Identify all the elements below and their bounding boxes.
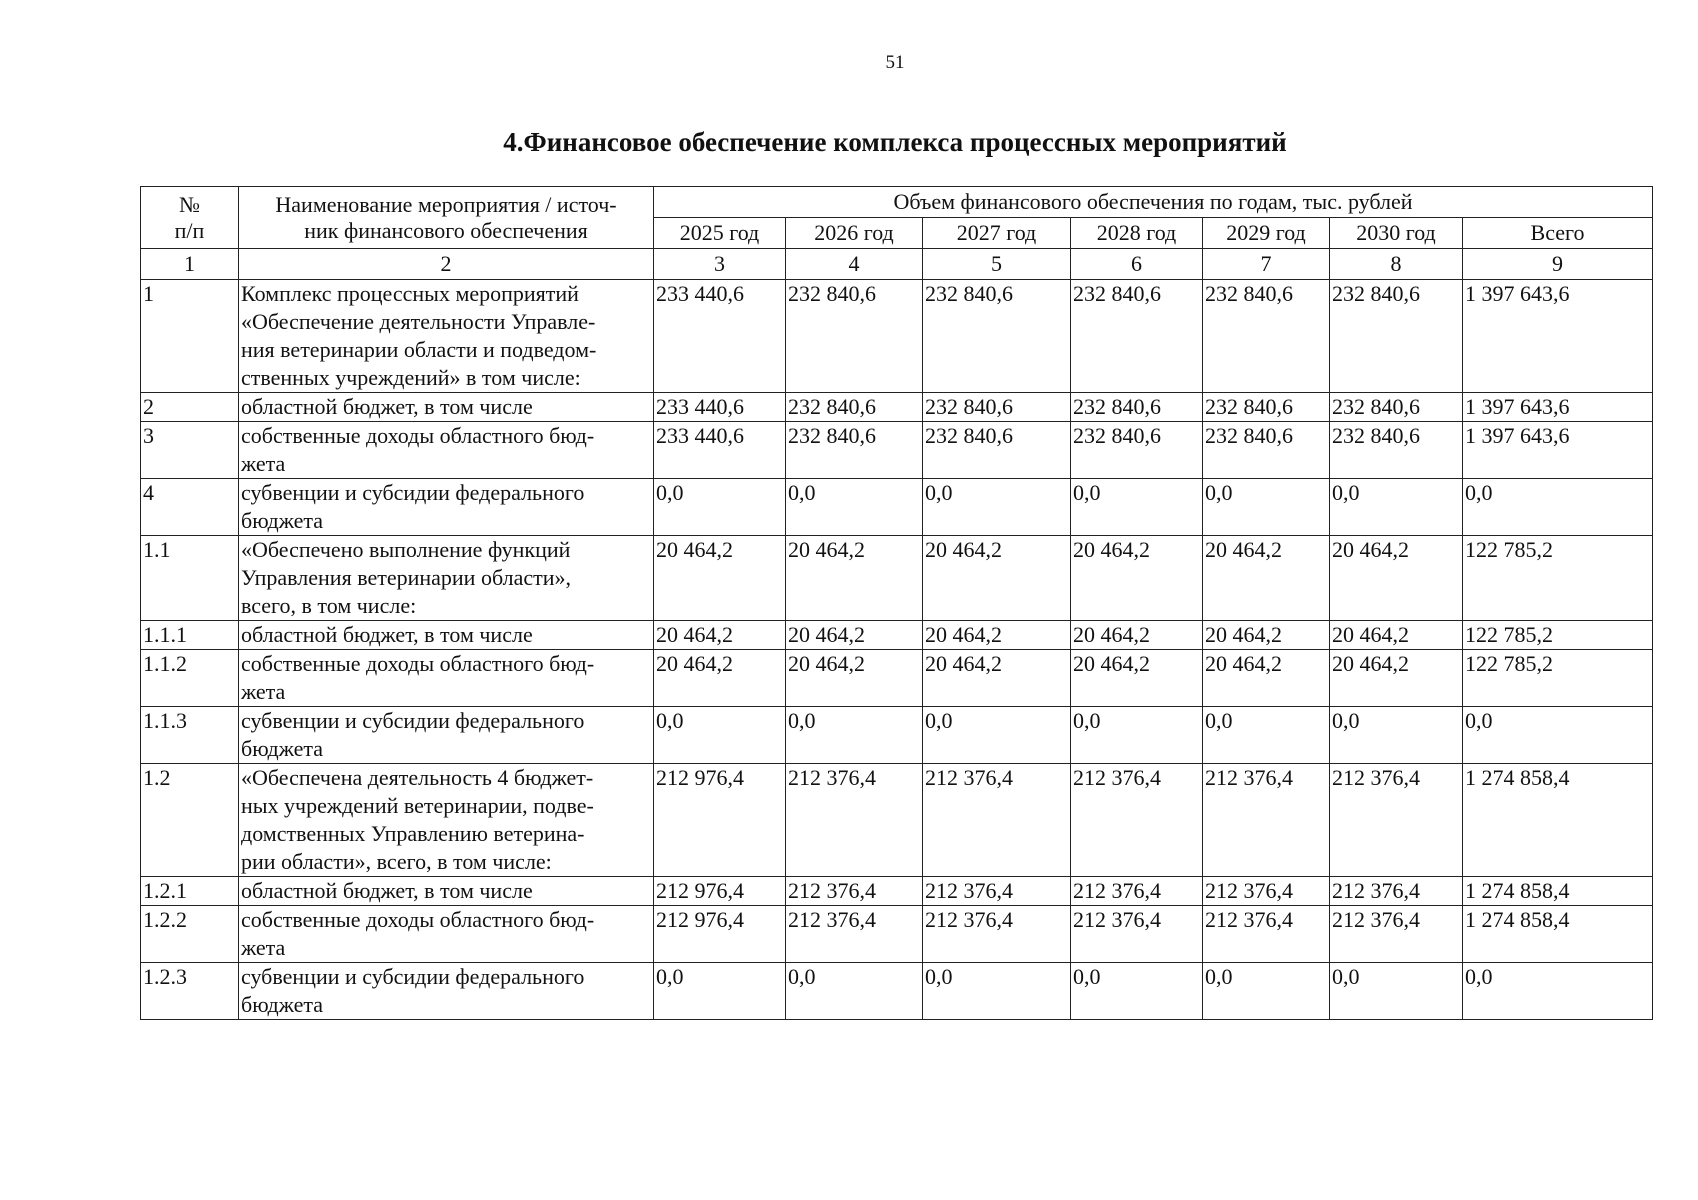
row-year-value: 0,0 [923, 963, 1071, 1020]
row-year-value: 20 464,2 [1203, 621, 1330, 650]
row-year-value: 0,0 [786, 963, 923, 1020]
row-number: 4 [141, 479, 239, 536]
row-year-value: 212 376,4 [923, 877, 1071, 906]
row-total-value: 122 785,2 [1463, 621, 1653, 650]
row-year-value: 232 840,6 [1203, 422, 1330, 479]
row-name-line: ния ветеринарии области и подведом- [241, 337, 597, 362]
row-year-value: 232 840,6 [1071, 422, 1203, 479]
row-total-value: 1 397 643,6 [1463, 422, 1653, 479]
row-name-line: собственные доходы областного бюд- [241, 651, 595, 676]
row-name [239, 536, 654, 621]
row-name-line: субвенции и субсидии федерального [241, 708, 585, 733]
row-name-line: ных учреждений ветеринарии, подве- [241, 793, 594, 818]
row-name [239, 764, 654, 877]
table-header-row [141, 187, 1653, 218]
row-year-value: 20 464,2 [1330, 621, 1463, 650]
header-number-line: п/п [174, 217, 205, 243]
header-total: Всего [1463, 218, 1653, 249]
row-name-line: бюджета [241, 736, 324, 761]
header-year: 2027 год [923, 218, 1071, 249]
row-number: 1.2.2 [141, 906, 239, 963]
row-number: 1 [141, 280, 239, 393]
row-year-value: 20 464,2 [786, 536, 923, 621]
column-number-cell: 4 [786, 249, 923, 280]
row-name-line: бюджета [241, 992, 324, 1017]
row-total-value: 122 785,2 [1463, 536, 1653, 621]
row-year-value: 20 464,2 [654, 621, 786, 650]
header-year: 2030 год [1330, 218, 1463, 249]
row-number: 1.1.1 [141, 621, 239, 650]
table-row [141, 877, 1653, 906]
row-total-value: 1 274 858,4 [1463, 764, 1653, 877]
row-total-value: 1 397 643,6 [1463, 393, 1653, 422]
row-name-line: собственные доходы областного бюд- [241, 907, 595, 932]
row-year-value: 212 376,4 [1330, 906, 1463, 963]
row-name-line: областной бюджет, в том числе [241, 622, 533, 647]
table-row [141, 963, 1653, 1020]
row-year-value: 20 464,2 [786, 621, 923, 650]
header-name [239, 187, 654, 249]
row-total-value: 0,0 [1463, 707, 1653, 764]
table-row [141, 906, 1653, 963]
row-year-value: 0,0 [1203, 479, 1330, 536]
row-year-value: 232 840,6 [1203, 280, 1330, 393]
row-name-line: жета [241, 935, 286, 960]
row-year-value: 212 376,4 [1071, 906, 1203, 963]
row-name [239, 280, 654, 393]
row-number: 3 [141, 422, 239, 479]
header-name-line: ник финансового обеспечения [304, 217, 588, 243]
column-number-cell: 2 [239, 249, 654, 280]
row-year-value: 212 976,4 [654, 877, 786, 906]
row-year-value: 20 464,2 [786, 650, 923, 707]
table-row [141, 393, 1653, 422]
row-year-value: 0,0 [1071, 963, 1203, 1020]
row-year-value: 0,0 [654, 707, 786, 764]
row-name [239, 393, 654, 422]
row-year-value: 212 376,4 [1071, 877, 1203, 906]
row-year-value: 212 976,4 [654, 906, 786, 963]
page-number: 51 [885, 52, 905, 73]
row-year-value: 232 840,6 [786, 280, 923, 393]
row-name [239, 906, 654, 963]
row-year-value: 232 840,6 [923, 422, 1071, 479]
row-name-line: жета [241, 451, 286, 476]
row-total-value: 1 274 858,4 [1463, 906, 1653, 963]
column-number-cell: 8 [1330, 249, 1463, 280]
row-name [239, 422, 654, 479]
row-year-value: 0,0 [786, 479, 923, 536]
row-name-line: жета [241, 679, 286, 704]
row-number: 2 [141, 393, 239, 422]
row-year-value: 232 840,6 [1071, 280, 1203, 393]
row-year-value: 0,0 [923, 479, 1071, 536]
row-name [239, 650, 654, 707]
row-year-value: 232 840,6 [786, 422, 923, 479]
row-year-value: 0,0 [1330, 479, 1463, 536]
row-name-line: ственных учреждений» в том числе: [241, 365, 581, 390]
row-name [239, 707, 654, 764]
row-year-value: 232 840,6 [923, 393, 1071, 422]
row-year-value: 212 376,4 [786, 764, 923, 877]
row-year-value: 20 464,2 [923, 650, 1071, 707]
table-row [141, 280, 1653, 393]
row-total-value: 1 397 643,6 [1463, 280, 1653, 393]
row-year-value: 0,0 [654, 963, 786, 1020]
table-row [141, 536, 1653, 621]
row-year-value: 212 376,4 [1203, 877, 1330, 906]
row-number: 1.1.2 [141, 650, 239, 707]
document-title: 4.Финансовое обеспечение комплекса процессных мероприятий [503, 127, 1287, 157]
row-year-value: 0,0 [1330, 707, 1463, 764]
column-number-cell: 7 [1203, 249, 1330, 280]
row-number: 1.2 [141, 764, 239, 877]
row-year-value: 233 440,6 [654, 393, 786, 422]
table-row [141, 621, 1653, 650]
row-number: 1.2.1 [141, 877, 239, 906]
header-year: 2028 год [1071, 218, 1203, 249]
row-year-value: 20 464,2 [1071, 650, 1203, 707]
row-name [239, 877, 654, 906]
row-year-value: 20 464,2 [1203, 536, 1330, 621]
header-group: Объем финансового обеспечения по годам, тыс. рублей [654, 187, 1653, 218]
table-row [141, 764, 1653, 877]
financing-table [140, 186, 1653, 1020]
row-year-value: 0,0 [1330, 963, 1463, 1020]
row-year-value: 233 440,6 [654, 422, 786, 479]
header-number-line: № [179, 191, 200, 217]
table-row [141, 707, 1653, 764]
column-number-cell: 6 [1071, 249, 1203, 280]
row-year-value: 212 376,4 [1330, 877, 1463, 906]
row-year-value: 212 376,4 [1203, 906, 1330, 963]
row-year-value: 232 840,6 [1330, 280, 1463, 393]
row-name-line: собственные доходы областного бюд- [241, 423, 595, 448]
row-name [239, 479, 654, 536]
column-number-cell: 3 [654, 249, 786, 280]
row-year-value: 232 840,6 [1203, 393, 1330, 422]
row-year-value: 232 840,6 [1330, 422, 1463, 479]
row-name-line: бюджета [241, 508, 324, 533]
row-year-value: 20 464,2 [1071, 536, 1203, 621]
row-year-value: 212 376,4 [1203, 764, 1330, 877]
row-year-value: 0,0 [1203, 707, 1330, 764]
row-name-line: «Обеспечено выполнение функций [241, 537, 571, 562]
row-name-line: субвенции и субсидии федерального [241, 480, 585, 505]
row-year-value: 0,0 [1203, 963, 1330, 1020]
row-year-value: 20 464,2 [1330, 536, 1463, 621]
row-total-value: 1 274 858,4 [1463, 877, 1653, 906]
row-year-value: 233 440,6 [654, 280, 786, 393]
row-year-value: 0,0 [923, 707, 1071, 764]
header-year: 2025 год [654, 218, 786, 249]
row-name-line: Комплекс процессных мероприятий [241, 281, 579, 306]
row-year-value: 212 376,4 [923, 906, 1071, 963]
row-name-line: всего, в том числе: [241, 593, 417, 618]
row-year-value: 0,0 [1071, 707, 1203, 764]
row-year-value: 212 376,4 [923, 764, 1071, 877]
row-year-value: 212 376,4 [786, 906, 923, 963]
row-year-value: 0,0 [786, 707, 923, 764]
row-year-value: 212 976,4 [654, 764, 786, 877]
row-year-value: 232 840,6 [786, 393, 923, 422]
row-name-line: Управления ветеринарии области», [241, 565, 571, 590]
row-year-value: 0,0 [1071, 479, 1203, 536]
row-total-value: 122 785,2 [1463, 650, 1653, 707]
row-name [239, 963, 654, 1020]
row-year-value: 232 840,6 [1071, 393, 1203, 422]
row-year-value: 20 464,2 [923, 621, 1071, 650]
row-year-value: 232 840,6 [1330, 393, 1463, 422]
row-year-value: 20 464,2 [654, 650, 786, 707]
row-name-line: областной бюджет, в том числе [241, 878, 533, 903]
column-number-cell: 5 [923, 249, 1071, 280]
column-numbers-row [141, 249, 1653, 280]
row-name-line: рии области», всего, в том числе: [241, 849, 552, 874]
row-year-value: 20 464,2 [1330, 650, 1463, 707]
row-year-value: 212 376,4 [1071, 764, 1203, 877]
row-year-value: 20 464,2 [1203, 650, 1330, 707]
row-year-value: 212 376,4 [786, 877, 923, 906]
column-number-cell: 9 [1463, 249, 1653, 280]
row-year-value: 20 464,2 [654, 536, 786, 621]
row-name-line: «Обеспечение деятельности Управле- [241, 309, 596, 334]
row-year-value: 20 464,2 [1071, 621, 1203, 650]
table-row [141, 479, 1653, 536]
header-year: 2029 год [1203, 218, 1330, 249]
header-year: 2026 год [786, 218, 923, 249]
row-name-line: «Обеспечена деятельность 4 бюджет- [241, 765, 594, 790]
header-number [141, 187, 239, 249]
table-row [141, 650, 1653, 707]
row-total-value: 0,0 [1463, 479, 1653, 536]
row-name-line: домственных Управлению ветерина- [241, 821, 585, 846]
row-name-line: субвенции и субсидии федерального [241, 964, 585, 989]
row-year-value: 20 464,2 [923, 536, 1071, 621]
row-name [239, 621, 654, 650]
row-year-value: 232 840,6 [923, 280, 1071, 393]
row-number: 1.1.3 [141, 707, 239, 764]
column-number-cell: 1 [141, 249, 239, 280]
row-total-value: 0,0 [1463, 963, 1653, 1020]
row-number: 1.1 [141, 536, 239, 621]
table-row [141, 422, 1653, 479]
row-year-value: 212 376,4 [1330, 764, 1463, 877]
row-name-line: областной бюджет, в том числе [241, 394, 533, 419]
row-number: 1.2.3 [141, 963, 239, 1020]
table-body [141, 280, 1653, 1020]
row-year-value: 0,0 [654, 479, 786, 536]
header-name-line: Наименование мероприятия / источ- [275, 191, 617, 217]
